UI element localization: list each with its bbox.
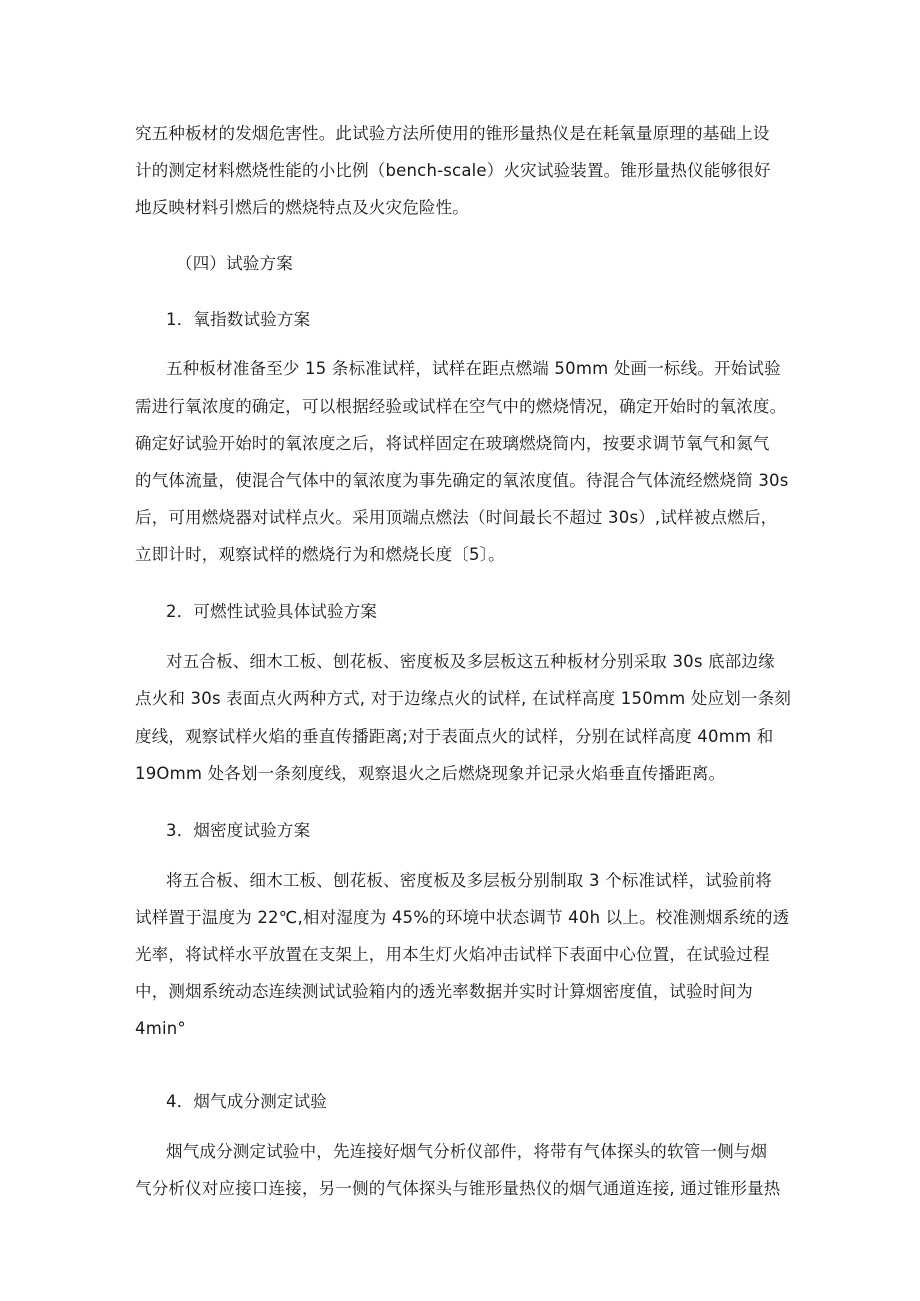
intro-line-2: 计的测定材料燃烧性能的小比例（bench-scale）火灾试验装置。锥形量热仪能够很好	[135, 161, 771, 180]
p3-line-4: 中，测烟系统动态连续测试试验箱内的透光率数据并实时计算烟密度值，试验时间为	[135, 982, 753, 1001]
intro-line-3: 地反映材料引燃后的燃烧特点及火灾危险性。	[135, 198, 469, 217]
p3-line-5: 4min°	[135, 1019, 186, 1038]
p2-line-2: 点火和 30s 表面点火两种方式, 对于边缘点火的试样, 在试样高度 150mm 处应划一条刻	[135, 689, 792, 708]
p1-line-6: 立即计时，观察试样的燃烧行为和燃烧长度〔5〕。	[135, 545, 505, 564]
p1-line-1: 五种板材准备至少 15 条标准试样，试样在距点燃端 50mm 处画一标线。开始试验	[166, 359, 781, 378]
p1-line-2: 需进行氧浓度的确定，可以根据经验或试样在空气中的燃烧情况，确定开始时的氧浓度。	[135, 397, 787, 416]
heading-flammability: 2．可燃性试验具体试验方案	[166, 602, 378, 621]
heading-smoke-composition: 4．烟气成分测定试验	[166, 1092, 327, 1111]
heading-oxygen-index: 1．氧指数试验方案	[166, 310, 311, 329]
p4-line-2: 气分析仪对应接口连接，另一侧的气体探头与锥形量热仪的烟气通道连接, 通过锥形量热	[135, 1179, 781, 1198]
p4-line-1: 烟气成分测定试验中，先连接好烟气分析仪部件，将带有气体探头的软管一侧与烟	[166, 1142, 768, 1161]
p3-line-1: 将五合板、细木工板、刨花板、密度板及多层板分别制取 3 个标准试样，试验前将	[166, 871, 773, 890]
intro-line-1: 究五种板材的发烟危害性。此试验方法所使用的锥形量热仪是在耗氧量原理的基础上设	[135, 124, 770, 143]
p2-line-1: 对五合板、细木工板、刨花板、密度板及多层板这五种板材分别采取 30s 底部边缘	[166, 652, 775, 671]
p2-line-3: 度线，观察试样火焰的垂直传播距离;对于表面点火的试样，分别在试样高度 40mm 和	[135, 727, 774, 746]
p3-line-2: 试样置于温度为 22℃,相对湿度为 45%的环境中状态调节 40h 以上。校准测烟系统的透	[135, 908, 790, 927]
p3-line-3: 光率，将试样水平放置在支架上，用本生灯火焰冲击试样下表面中心位置，在试验过程	[135, 945, 770, 964]
p1-line-4: 的气体流量，使混合气体中的氧浓度为事先确定的氧浓度值。待混合气体流经燃烧筒 30s	[135, 471, 789, 490]
section-heading: （四）试验方案	[176, 254, 293, 273]
p2-line-4: 19Omm 处各划一条刻度线，观察退火之后燃烧现象并记录火焰垂直传播距离。	[135, 764, 726, 783]
p1-line-5: 后，可用燃烧器对试样点火。采用顶端点燃法（时间最长不超过 30s）,试样被点燃后，	[135, 508, 778, 527]
heading-smoke-density: 3．烟密度试验方案	[166, 821, 311, 840]
p1-line-3: 确定好试验开始时的氧浓度之后，将试样固定在玻璃燃烧筒内，按要求调节氧气和氮气	[135, 434, 770, 453]
